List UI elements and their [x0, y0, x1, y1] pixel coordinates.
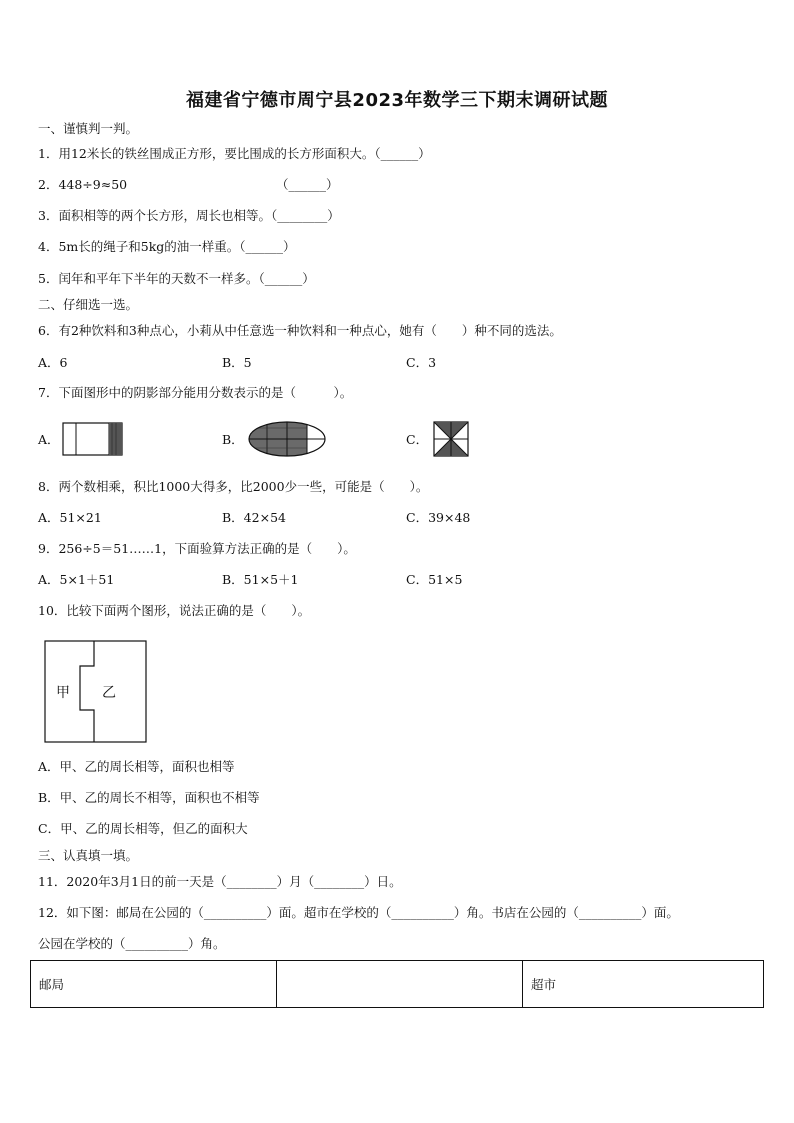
- section-3-heading: 三、认真填一填。: [38, 848, 139, 863]
- question-6-option-c: C．3: [406, 355, 437, 370]
- question-4: 4．5m长的绳子和5kg的油一样重。（______）: [38, 239, 296, 254]
- question-3: 3．面积相等的两个长方形，周长也相等。（________）: [38, 208, 340, 223]
- question-9: 9．256÷5＝51……1，下面验算方法正确的是（ ）。: [38, 541, 356, 556]
- question-10: 10．比较下面两个图形，说法正确的是（ ）。: [38, 603, 311, 618]
- question-9-option-c: C．51×5: [406, 572, 463, 587]
- question-6: 6．有2种饮料和3种点心，小莉从中任意选一种饮料和一种点心，她有（ ）种不同的选法。: [38, 323, 562, 338]
- question-7-option-b: B．: [222, 432, 244, 447]
- question-8-option-c: C．39×48: [406, 510, 471, 525]
- question-10-option-a: A．甲、乙的周长相等，面积也相等: [38, 759, 235, 774]
- table-row: [31, 961, 764, 1008]
- q10-label-yi: 乙: [102, 685, 116, 701]
- section-2-heading: 二、仔细选一选。: [38, 297, 139, 312]
- question-5: 5．闰年和平年下半年的天数不一样多。（______）: [38, 271, 315, 286]
- q7-figure-b-ellipse: [247, 420, 327, 458]
- question-7-option-a: A．: [38, 432, 60, 447]
- q12-position-table: [30, 960, 764, 1008]
- question-6-option-a: A．6: [38, 355, 68, 370]
- question-10-option-c: C．甲、乙的周长相等，但乙的面积大: [38, 821, 248, 836]
- question-10-option-b: B．甲、乙的周长不相等，面积也不相等: [38, 790, 260, 805]
- question-7-option-c: C．: [406, 432, 429, 447]
- question-12-line-1: 12．如下图：邮局在公园的（__________）面。超市在学校的（__________）角。书店在公园的（__________）面。: [38, 905, 679, 920]
- question-7: 7．下面图形中的阴影部分能用分数表示的是（ ）。: [38, 385, 353, 400]
- page-title: 福建省宁德市周宁县2023年数学三下期末调研试题: [185, 90, 609, 111]
- question-9-option-b: B．51×5＋1: [222, 572, 299, 587]
- section-1-heading: 一、谨慎判一判。: [38, 121, 139, 136]
- question-1: 1．用12米长的铁丝围成正方形，要比围成的长方形面积大。（______）: [38, 146, 431, 161]
- question-8: 8．两个数相乘，积比1000大得多，比2000少一些，可能是（ ）。: [38, 479, 429, 494]
- question-8-option-b: B．42×54: [222, 510, 286, 525]
- question-11: 11．2020年3月1日的前一天是（________）月（________）日。: [38, 874, 402, 889]
- question-9-option-a: A．5×1＋51: [38, 572, 115, 587]
- q10-figure: [44, 640, 147, 743]
- question-8-option-a: A．51×21: [38, 510, 102, 525]
- table-cell-supermarket: 超市: [523, 961, 764, 1008]
- question-2-blank: （______）: [276, 177, 339, 192]
- q7-figure-a-rectangle: [62, 422, 124, 456]
- table-cell-post-office: 邮局: [31, 961, 277, 1008]
- q10-label-jia: 甲: [56, 685, 70, 701]
- question-6-option-b: B．5: [222, 355, 252, 370]
- question-2-expression: 2．448÷9≈50: [38, 177, 128, 192]
- q7-figure-c-square: [433, 421, 469, 457]
- question-12-line-2: 公园在学校的（__________）角。: [38, 936, 226, 951]
- table-cell-empty: [277, 961, 523, 1008]
